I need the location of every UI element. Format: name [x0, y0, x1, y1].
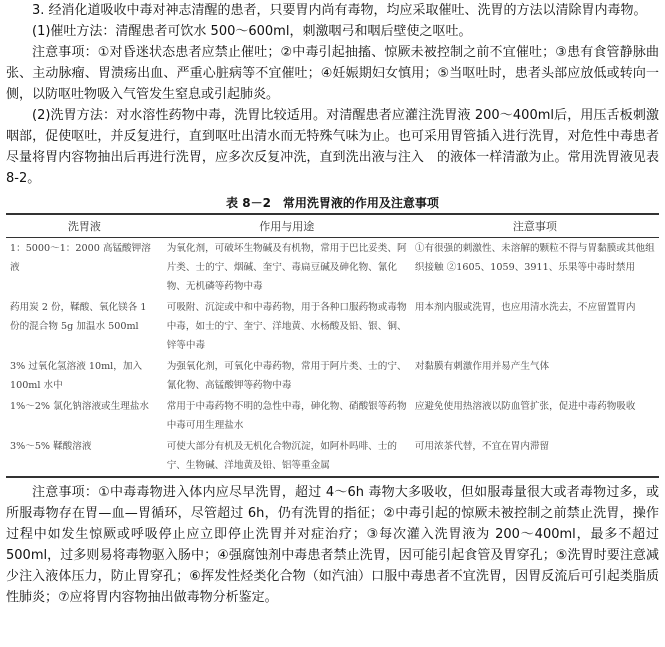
column-header-use: 作用与用途 [163, 214, 411, 238]
cell-use: 可使大部分有机及无机化合物沉淀，如阿朴吗啡、士的宁、生物碱、洋地黄及铅、铝等重金属 [163, 436, 411, 477]
cell-use: 为强氧化剂，可氧化中毒药物，常用于阿片类、士的宁、氰化物、高锰酸钾等药物中毒 [166, 361, 407, 391]
table-header-row [6, 214, 659, 238]
cell-note: ①有很强的刺激性、未溶解的颗粒不得与胃黏膜或其他组织接触 ②1605、1059、3911、乐果等中毒时禁用 [414, 243, 655, 273]
cell-note: 可用浓茶代替，不宜在胃内滞留 [411, 436, 659, 477]
table-row [6, 436, 659, 477]
cell-liquid: 3% 过氧化氢溶液 10ml，加入100ml 水中 [10, 361, 143, 391]
paragraph-emesis-notes: 注意事项：①对昏迷状态患者应禁止催吐；②中毒引起抽搐、惊厥未被控制之前不宜催吐；③患有食管静脉曲张、主动脉瘤、胃溃疡出血、严重心脏病等不宜催吐；④妊娠期妇女慎用；⑤当呕吐时，患者头部应放低或转向一侧，以防呕吐物吸入气管发生窒息或引起肺炎。 [6, 45, 659, 102]
cell-note: 应避免使用热溶液以防血管扩张，促进中毒药物吸收 [414, 401, 636, 412]
table-row [6, 297, 659, 356]
column-header-note: 注意事项 [411, 214, 659, 238]
cell-use: 为氧化剂，可破坏生物碱及有机物，常用于巴比妥类、阿片类、士的宁、烟碱、奎宁、毒扁豆碱及砷化物、氰化物、无机磷等药物中毒 [166, 243, 407, 292]
cell-note: 对黏膜有刺激作用并易产生气体 [414, 361, 550, 372]
table-row [6, 396, 659, 436]
cell-liquid: 3%～5% 鞣酸溶液 [6, 436, 163, 477]
paragraph-lavage-method: (2)洗胃方法：对水溶性药物中毒，洗胃比较适用。对清醒患者应灌注洗胃液 200～400ml后，用压舌板刺激咽部，促使呕吐，并反复进行，直到呕吐出清水而无特殊气味为止。也可采用胃管插入进行洗胃，对危性中毒患者尽量将胃内容物抽出后再进行洗胃，应多次反复冲洗，直到洗出液与注入 的液体一样清澈为止。常用洗胃液见表 8-2。 [6, 108, 659, 186]
cell-note: 用本剂内服或洗胃，也应用清水洗去，不应留置胃内 [414, 302, 636, 313]
cell-liquid: 1：5000～1：2000 高锰酸钾溶液 [10, 243, 151, 273]
column-header-liquid: 洗胃液 [6, 214, 163, 238]
table-title: 表 8－2 常用洗胃液的作用及注意事项 [226, 196, 439, 210]
paragraph-emesis-method: (1)催吐方法：清醒患者可饮水 500～600ml，刺激咽弓和咽后壁使之呕吐。 [32, 24, 472, 39]
paragraph-intro: 3. 经消化道吸收中毒对神志清醒的患者，只要胃内尚有毒物，均应采取催吐、洗胃的方法以清除胃内毒物。 [32, 3, 647, 18]
lavage-table [6, 213, 659, 478]
table-row [6, 356, 659, 396]
cell-liquid: 药用炭 2 份，鞣酸、氧化镁各 1 份的混合物 5g 加温水 500ml [10, 302, 147, 332]
table-row [6, 238, 659, 298]
paragraph-lavage-notes: 注意事项：①中毒毒物进入体内应尽早洗胃，超过 4～6h 毒物大多吸收，但如服毒量很大或者毒物过多，或所服毒物存在胃—血—胃循环，尽管超过 6h，仍有洗胃的指征；②中毒引起的惊厥未被控制之前禁止洗胃，操作过程中如发生惊厥或呼吸停止应立即停止洗胃并对症治疗；③每次灌入洗胃液为 200～400ml，最多不超过 500ml，过多则易将毒物驱入肠中；④强腐蚀剂中毒患者禁止洗胃，因可能引起食管及胃穿孔；⑤洗胃时要注意减少注入液体压力，防止胃穿孔；⑥挥发性烃类化合物（如汽油）口服中毒患者不宜洗胃，因胃反流后可引起类脂质性肺炎；⑦应将胃内容物抽出做毒物分析鉴定。 [6, 485, 659, 605]
cell-use: 可吸附、沉淀或中和中毒药物，用于各种口服药物或毒物中毒，如士的宁、奎宁、洋地黄、水杨酸及铅、银、铜、锌等中毒 [166, 302, 407, 351]
cell-use: 常用于中毒药物不明的急性中毒，砷化物、硝酸银等药物中毒可用生理盐水 [166, 401, 407, 431]
cell-liquid: 1%～2% 氯化钠溶液或生理盐水 [10, 401, 150, 412]
